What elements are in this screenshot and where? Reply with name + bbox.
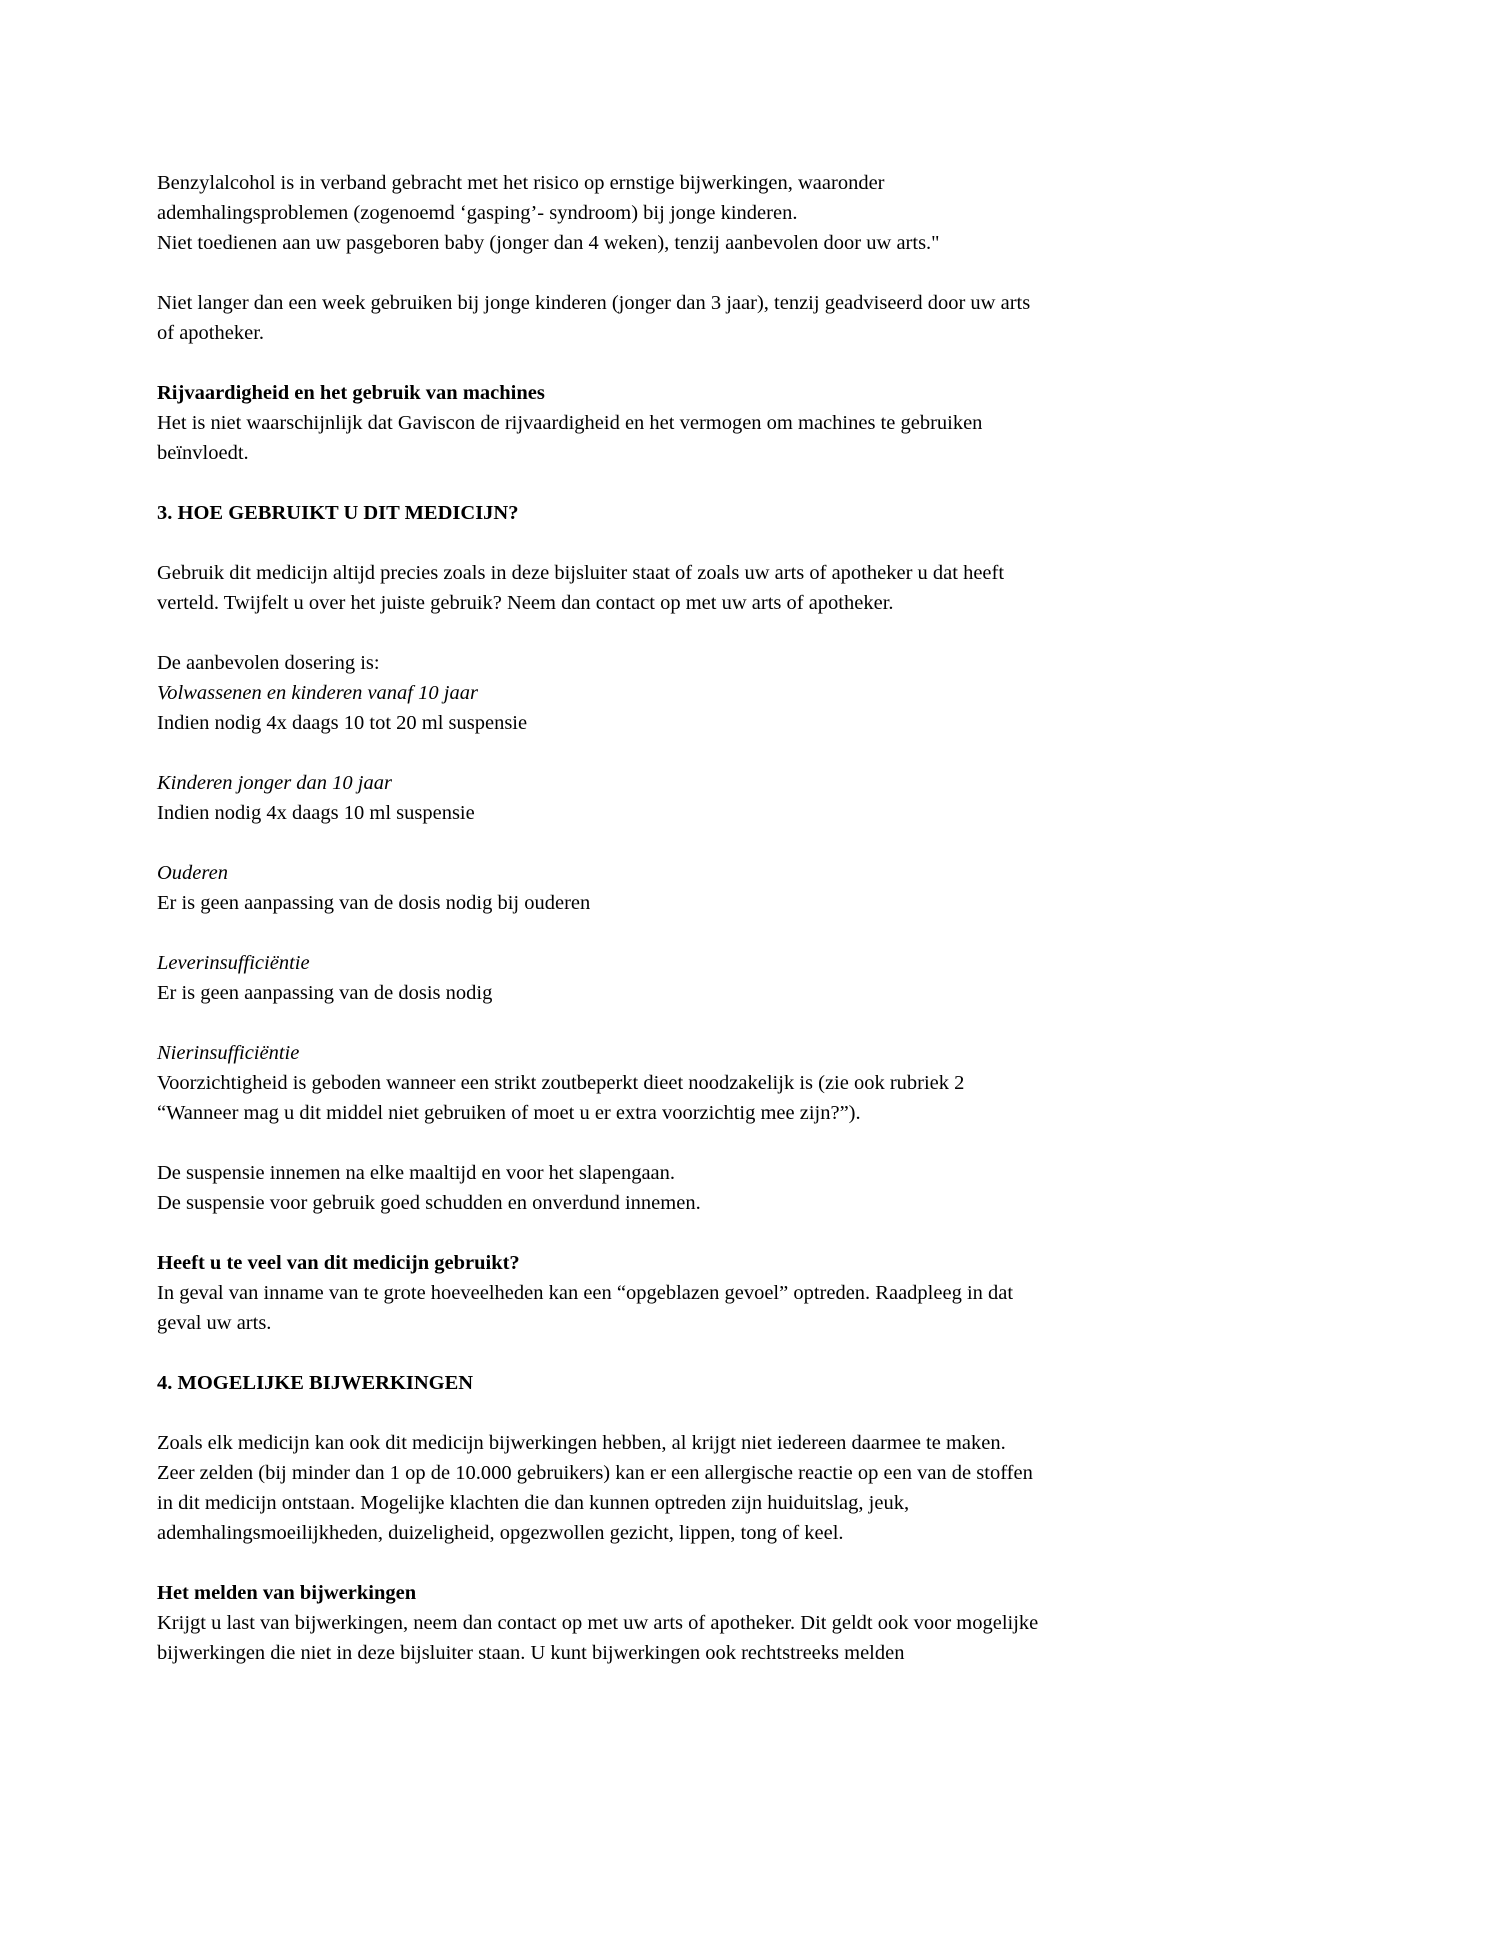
paragraph-section3-intro (157, 558, 1049, 618)
dosage-intro-text: De aanbevolen dosering is: (157, 652, 380, 674)
paragraph-dosage-adults (157, 648, 1049, 738)
paragraph-reporting (157, 1578, 1049, 1668)
dosage-instruction-children: Indien nodig 4x daags 10 ml suspensie (157, 802, 475, 824)
dosage-group-hepatic: Leverinsufficiëntie (157, 952, 310, 974)
paragraph-intake-instructions (157, 1158, 1049, 1218)
benzyl-alcohol-line-2: Niet toedienen aan uw pasgeboren baby (jonger dan 4 weken), tenzij aanbevolen door uw arts." (157, 232, 940, 254)
dosage-instruction-elderly: Er is geen aanpassing van de dosis nodig bij ouderen (157, 892, 591, 914)
paragraph-dosage-hepatic (157, 948, 1049, 1008)
heading-overdose: Heeft u te veel van dit medicijn gebruikt? (157, 1252, 520, 1274)
dosage-instruction-adults: Indien nodig 4x daags 10 tot 20 ml suspensie (157, 712, 528, 734)
paragraph-driving-machines (157, 378, 1049, 468)
benzyl-alcohol-line-1: Benzylalcohol is in verband gebracht met het risico op ernstige bijwerkingen, waaronder ademhalingsproblemen (zogenoemd ‘gasping’- syndroom) bij jonge kinderen. (157, 172, 885, 224)
intake-line-1: De suspensie innemen na elke maaltijd en voor het slapengaan. (157, 1162, 676, 1184)
driving-machines-body: Het is niet waarschijnlijk dat Gaviscon de rijvaardigheid en het vermogen om machines te gebruiken beïnvloedt. (157, 412, 983, 464)
dosage-group-renal: Nierinsufficiëntie (157, 1042, 300, 1064)
dosage-instruction-renal: Voorzichtigheid is geboden wanneer een strikt zoutbeperkt dieet noodzakelijk is (zie ook rubriek 2 “Wanneer mag u dit middel niet gebruiken of moet u er extra voorzichtig mee zijn?”). (157, 1072, 965, 1124)
heading-section-3: 3. HOE GEBRUIKT U DIT MEDICIJN? (157, 502, 519, 524)
section3-intro-text: Gebruik dit medicijn altijd precies zoals in deze bijsluiter staat of zoals uw arts of apotheker u dat heeft verteld. Twijfelt u over het juiste gebruik? Neem dan contact op met uw arts of apotheker. (157, 562, 1005, 614)
dosage-instruction-hepatic: Er is geen aanpassing van de dosis nodig (157, 982, 493, 1004)
heading-driving-machines: Rijvaardigheid en het gebruik van machines (157, 382, 545, 404)
overdose-body: In geval van inname van te grote hoeveelheden kan een “opgeblazen gevoel” optreden. Raadpleeg in dat geval uw arts. (157, 1282, 1014, 1334)
duration-warning-text: Niet langer dan een week gebruiken bij jonge kinderen (jonger dan 3 jaar), tenzij geadviseerd door uw arts of apotheker. (157, 292, 1031, 344)
dosage-group-adults: Volwassenen en kinderen vanaf 10 jaar (157, 682, 478, 704)
side-effects-intro: Zoals elk medicijn kan ook dit medicijn bijwerkingen hebben, al krijgt niet iedereen daarmee te maken. (157, 1432, 1006, 1454)
paragraph-overdose (157, 1248, 1049, 1338)
paragraph-duration-warning (157, 288, 1049, 348)
document-body (157, 168, 1049, 1668)
heading-section-4: 4. MOGELIJKE BIJWERKINGEN (157, 1372, 474, 1394)
intake-line-2: De suspensie voor gebruik goed schudden en onverdund innemen. (157, 1192, 701, 1214)
reporting-body: Krijgt u last van bijwerkingen, neem dan contact op met uw arts of apotheker. Dit geldt ook voor mogelijke bijwerkingen die niet in deze bijsluiter staan. U kunt bijwerkingen ook rechtstreeks melden (157, 1612, 1039, 1664)
paragraph-dosage-renal (157, 1038, 1049, 1128)
paragraph-benzyl-alcohol (157, 168, 1049, 258)
paragraph-dosage-elderly (157, 858, 1049, 918)
paragraph-side-effects (157, 1428, 1049, 1548)
dosage-group-elderly: Ouderen (157, 862, 228, 884)
dosage-group-children: Kinderen jonger dan 10 jaar (157, 772, 392, 794)
side-effects-rare: Zeer zelden (bij minder dan 1 op de 10.000 gebruikers) kan er een allergische reactie op een van de stoffen in dit medicijn ontstaan. Mogelijke klachten die dan kunnen optreden zijn huiduitslag, jeuk, ademhalingsmoeilijkheden, duizeligheid, opgezwollen gezicht, lippen, tong of keel. (157, 1462, 1033, 1544)
paragraph-dosage-children (157, 768, 1049, 828)
heading-reporting: Het melden van bijwerkingen (157, 1582, 417, 1604)
